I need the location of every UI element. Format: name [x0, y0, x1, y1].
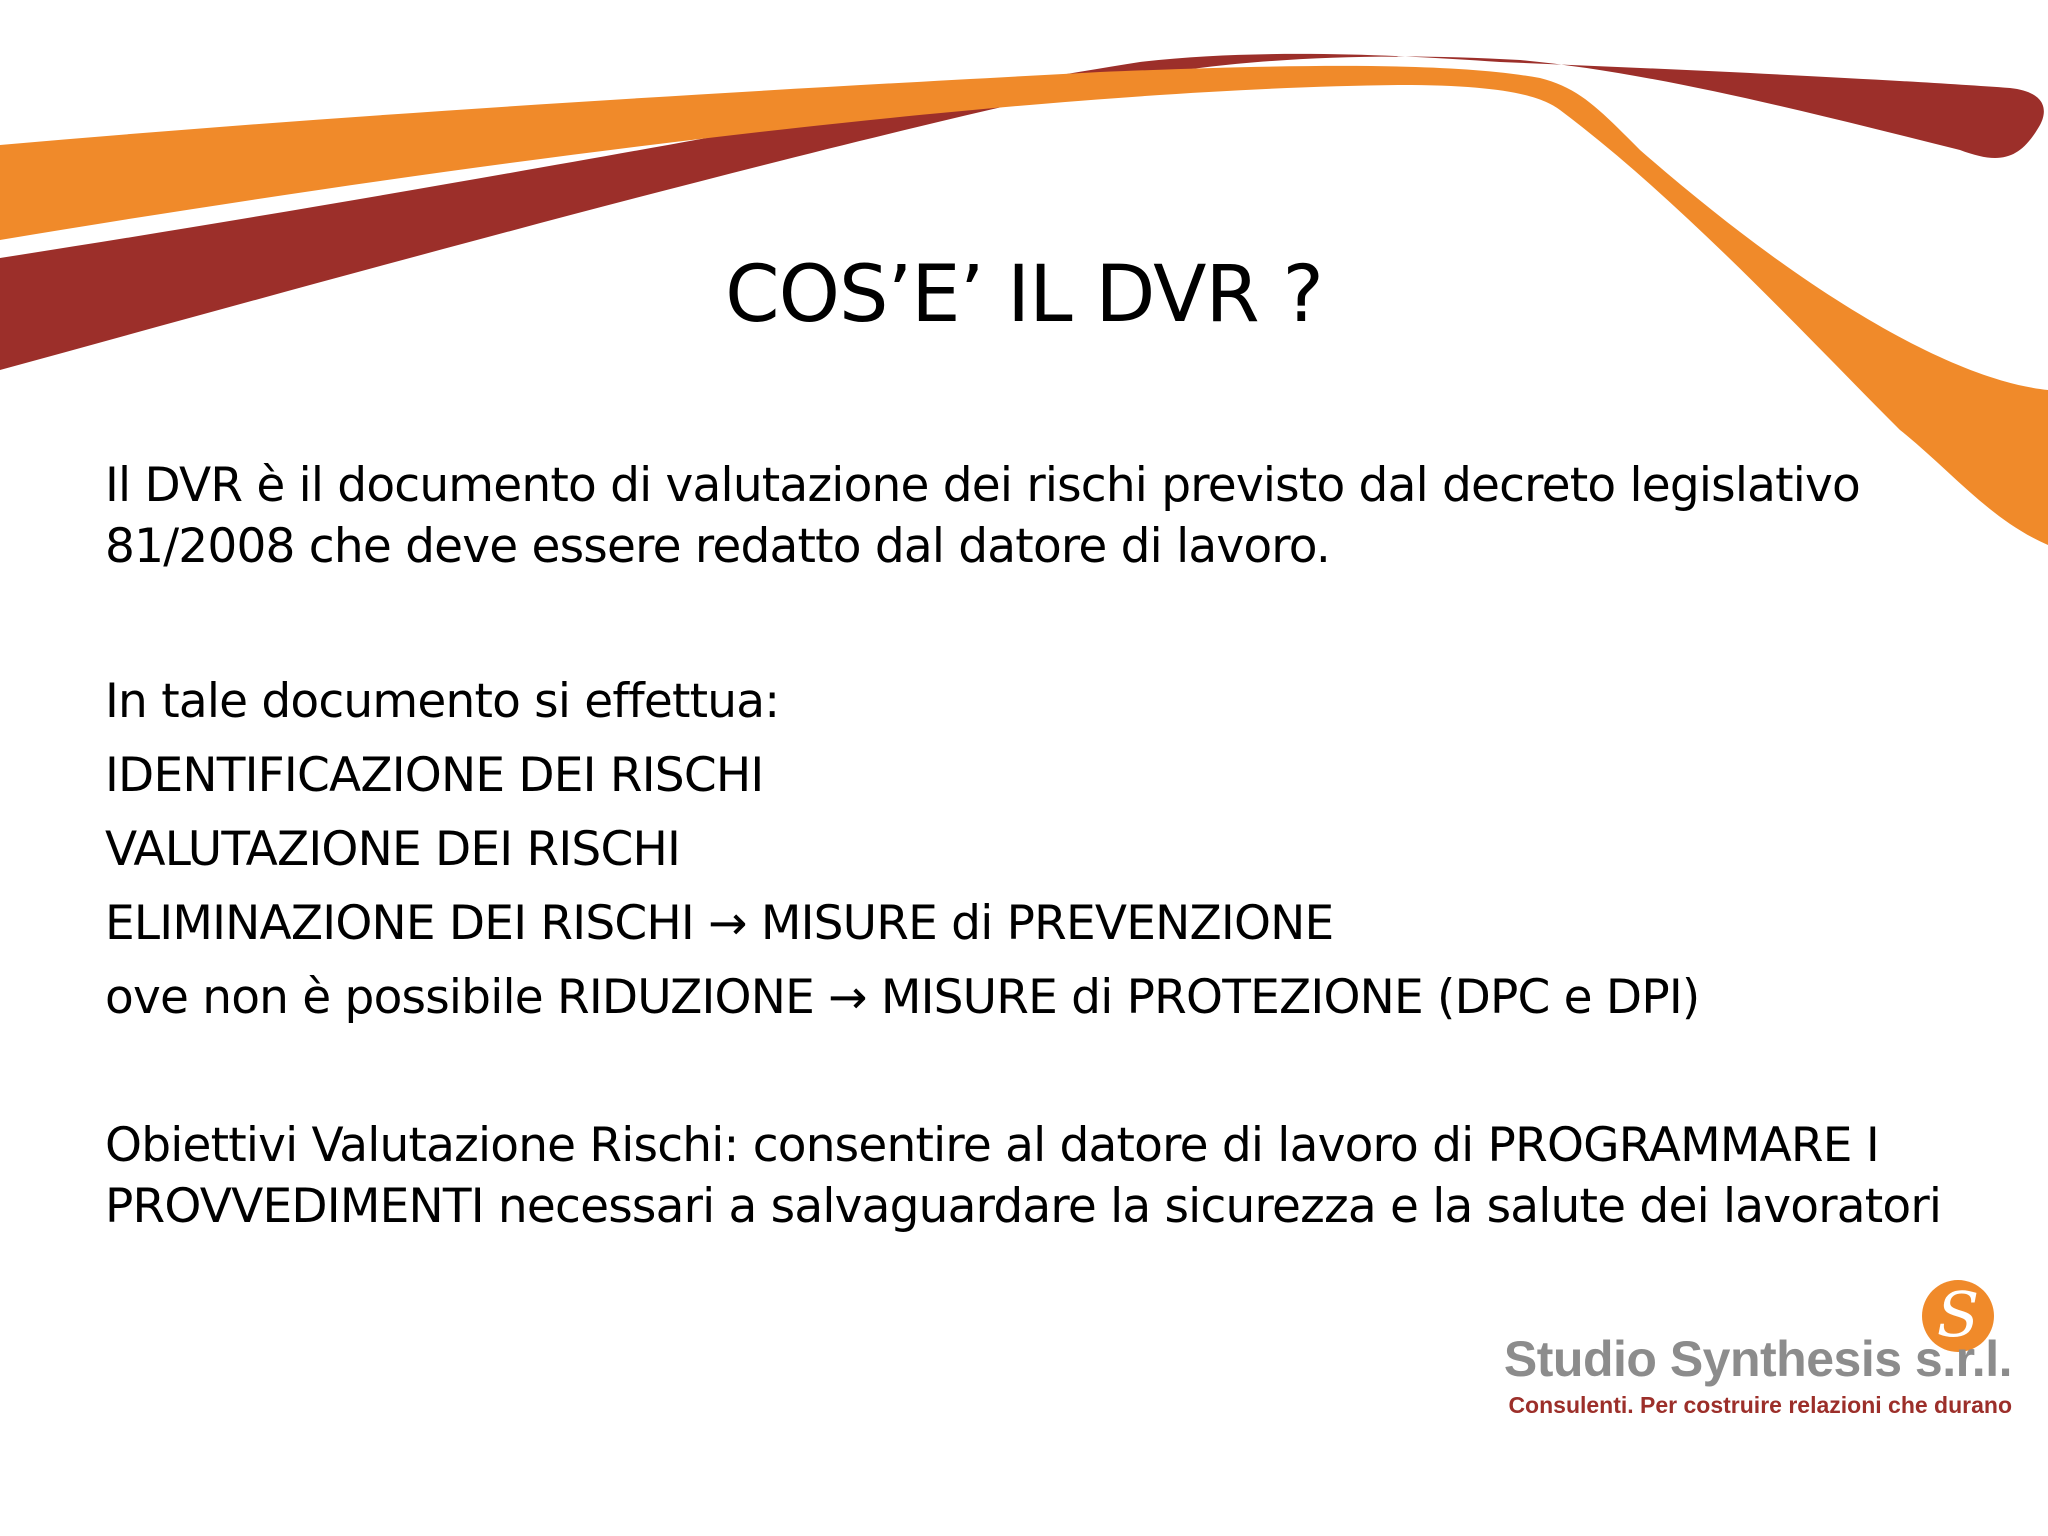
logo-name: Studio Synthesis s.r.l. [1503, 1331, 2012, 1387]
list-item: ELIMINAZIONE DEI RISCHI → MISURE di PREVENZIONE [105, 896, 1334, 951]
slide-title: COS’E’ IL DVR ? [725, 250, 1323, 340]
list-item: VALUTAZIONE DEI RISCHI [105, 822, 681, 877]
list-item: ove non è possibile RIDUZIONE → MISURE di PROTEZIONE (DPC e DPI) [105, 970, 1700, 1025]
objectives-paragraph: Obiettivi Valutazione Rischi: consentire al datore di lavoro di PROGRAMMARE I PROVVEDIMENTI necessari a salvaguardare la sicurezza e la salute dei lavoratori [105, 1118, 1942, 1234]
company-logo [1470, 1280, 2030, 1430]
intro-paragraph: Il DVR è il documento di valutazione dei rischi previsto dal decreto legislativo 81/2008 che deve essere redatto dal datore di lavoro. [105, 458, 1860, 574]
list-lead: In tale documento si effettua: [105, 674, 780, 729]
logo-tagline: Consulenti. Per costruire relazioni che durano [1508, 1392, 2012, 1418]
logo-s-icon: S [1922, 1280, 1994, 1352]
slide-body [105, 455, 1965, 1237]
list-item: IDENTIFICAZIONE DEI RISCHI [105, 748, 764, 803]
